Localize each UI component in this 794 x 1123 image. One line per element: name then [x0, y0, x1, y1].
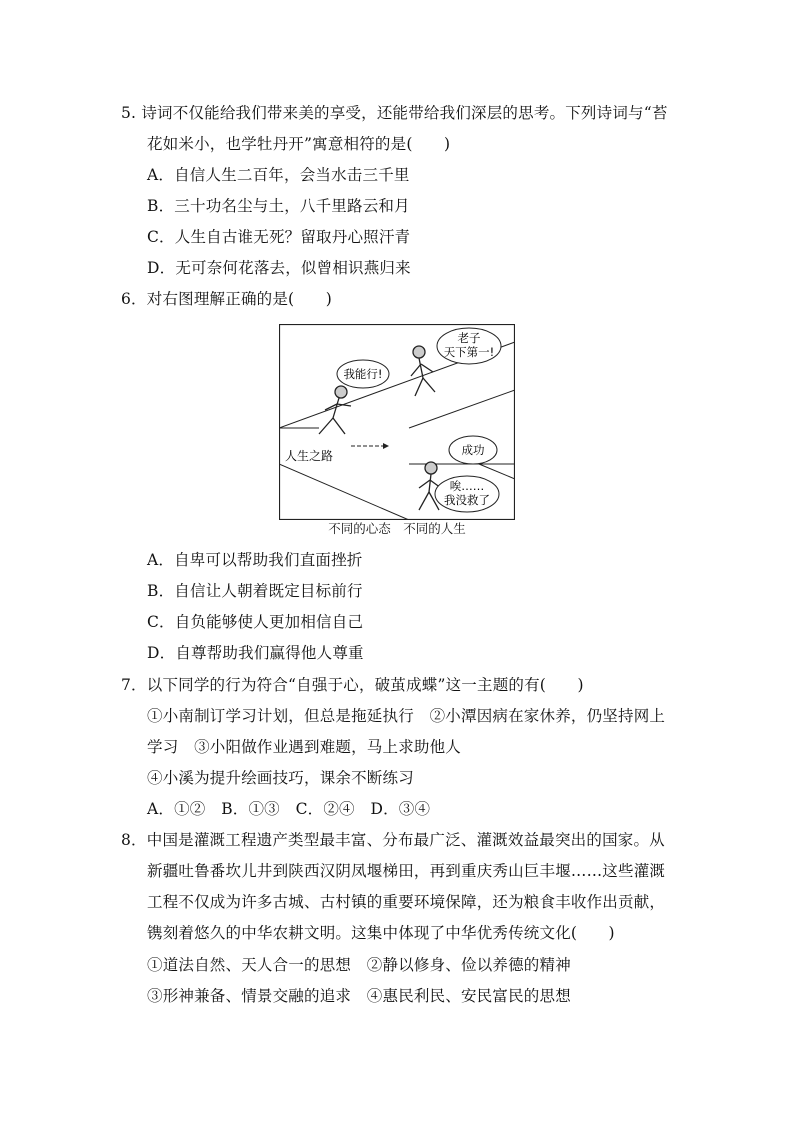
q8-stem-line4: 镌刻着悠久的中华农耕文明。这集中体现了中华优秀传统文化( ) [147, 924, 615, 942]
q5-stem-line1: 5. 诗词不仅能给我们带来美的享受，还能带给我们深层的思考。下列诗词与“苔 [121, 104, 668, 122]
q5-option-b: B．三十功名尘与土，八千里路云和月 [147, 197, 410, 215]
q8-items-line2: ③形神兼备、情景交融的追求 ④惠民利民、安民富民的思想 [147, 987, 571, 1005]
q7-items-line3: ④小溪为提升绘画技巧，课余不断练习 [147, 769, 414, 787]
figure-caption: 不同的心态 不同的人生 [328, 521, 466, 536]
q6-option-b: B．自信让人朝着既定目标前行 [147, 582, 363, 600]
q5-option-d: D．无可奈何花落去，似曾相识燕归来 [147, 259, 411, 277]
q6-stem: 6．对右图理解正确的是( ) [121, 290, 332, 308]
q7-items-line1: ①小南制订学习计划，但总是拖延执行 ②小潭因病在家休养，仍坚持网上 [147, 707, 666, 725]
bubble-success: 成功 [461, 443, 485, 457]
bubble-bottom-line1: 唉…… [449, 479, 485, 493]
q8-items-line1: ①道法自然、天人合一的思想 ②静以修身、俭以养德的精神 [147, 956, 571, 974]
mindset-cartoon-figure [279, 324, 515, 520]
q6-option-a: A．自卑可以帮助我们直面挫折 [147, 551, 363, 569]
q7-items-line2: 学习 ③小阳做作业遇到难题，马上求助他人 [147, 738, 462, 756]
road-label: 人生之路 [285, 449, 334, 463]
bubble-top-line2: 天下第一! [443, 345, 495, 359]
q8-stem-line3: 工程不仅成为许多古城、古村镇的重要环境保障，还为粮食丰收作出贡献， [147, 893, 666, 911]
q7-choices: A．①② B．①③ C．②④ D．③④ [147, 800, 431, 818]
q5-option-a: A．自信人生二百年，会当水击三千里 [147, 166, 410, 184]
q8-stem-line1: 8．中国是灌溉工程遗产类型最丰富、分布最广泛、灌溉效益最突出的国家。从 [121, 831, 665, 849]
q5-stem-line2: 花如米小，也学牡丹开”寓意相符的是( ) [147, 135, 451, 153]
bubble-top-line1: 老子 [457, 331, 481, 345]
bubble-mid: 我能行! [343, 367, 383, 381]
q5-option-c: C．人生自古谁无死？留取丹心照汗青 [147, 228, 411, 246]
q6-option-c: C．自负能够使人更加相信自己 [147, 613, 364, 631]
q6-option-d: D．自尊帮助我们赢得他人尊重 [147, 644, 364, 662]
bubble-bottom-line2: 我没救了 [444, 493, 490, 507]
q8-stem-line2: 新疆吐鲁番坎儿井到陕西汉阴凤堰梯田，再到重庆秀山巨丰堰……这些灌溉 [147, 862, 666, 880]
q7-stem: 7．以下同学的行为符合“自强于心，破茧成蝶”这一主题的有( ) [121, 676, 584, 694]
